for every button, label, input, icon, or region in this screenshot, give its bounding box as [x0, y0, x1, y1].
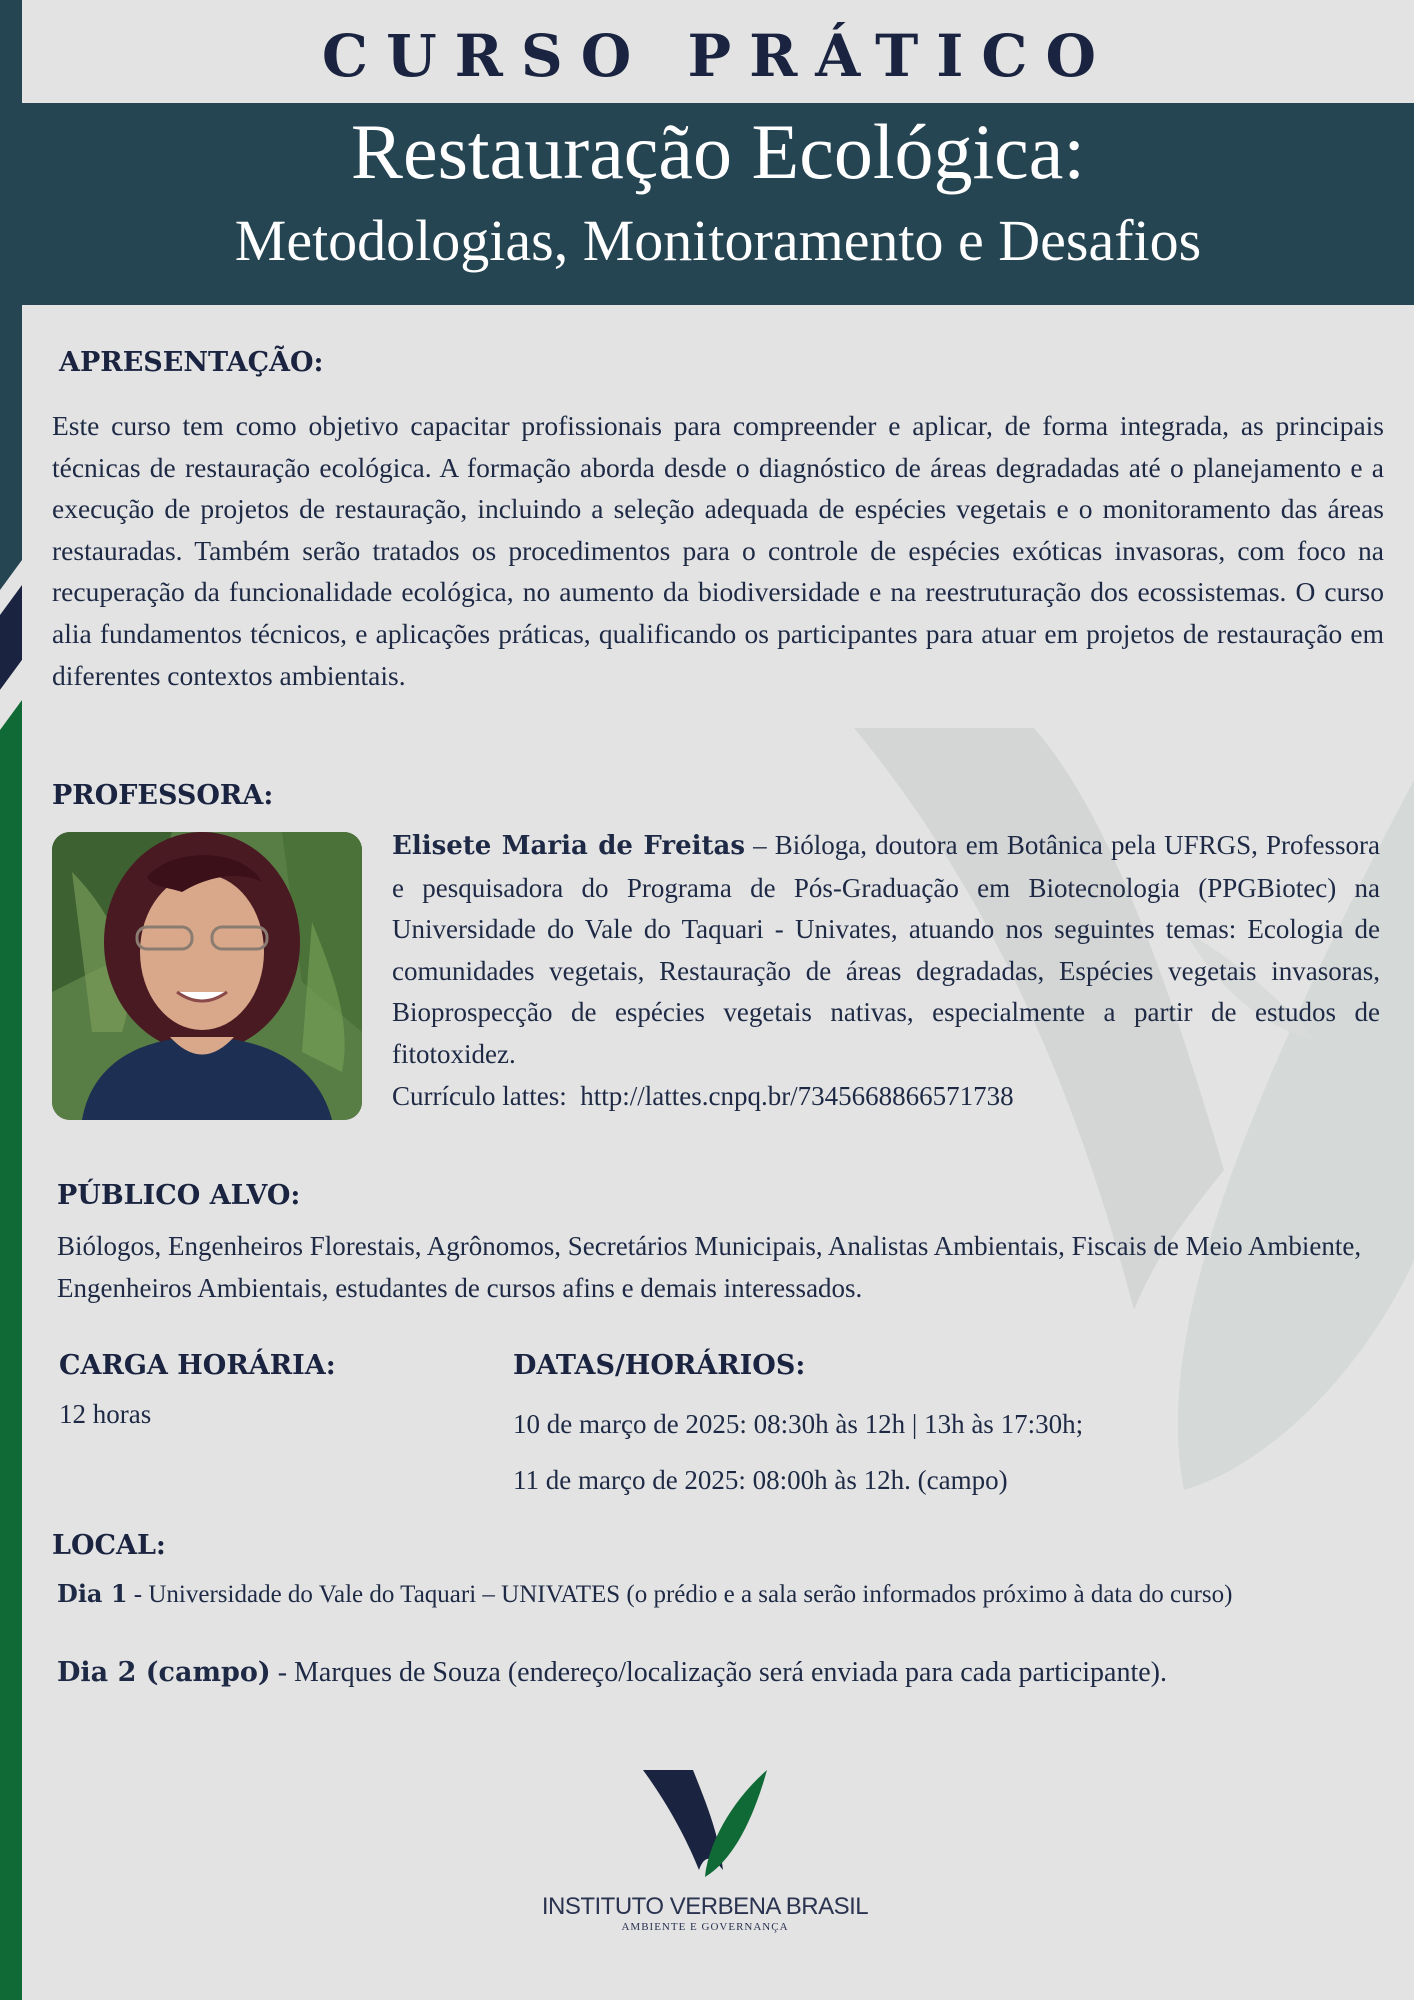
local-dia2-label: Dia 2 (campo) — [57, 1657, 271, 1688]
professora-bio-block — [392, 825, 1380, 1076]
datas-heading: DATAS/HORÁRIOS: — [513, 1350, 806, 1381]
datas-block — [513, 1396, 1083, 1508]
verbena-v-icon — [635, 1765, 775, 1885]
institute-logo — [540, 1765, 870, 1965]
datas-line-2: 11 de março de 2025: 08:00h às 12h. (campo) — [513, 1465, 1008, 1495]
side-bar-green — [0, 740, 22, 2000]
lattes-label: Currículo lattes: — [392, 1081, 567, 1111]
course-kicker: CURSO PRÁTICO — [321, 22, 1115, 90]
professora-name: Elisete Maria de Freitas — [392, 831, 746, 861]
professor-photo — [52, 832, 362, 1120]
local-heading: LOCAL: — [52, 1530, 166, 1561]
apresentacao-heading: APRESENTAÇÃO: — [59, 347, 324, 378]
datas-line-1: 10 de março de 2025: 08:30h às 12h | 13h às 17:30h; — [513, 1409, 1084, 1439]
local-dia1-text: - Universidade do Vale do Taquari – UNIVATES (o prédio e a sala serão informados próximo à data do curso) — [127, 1581, 1233, 1608]
local-dia2-text: - Marques de Souza (endereço/localização será enviada para cada participante). — [270, 1657, 1167, 1688]
course-title: Restauração Ecológica: — [350, 108, 1086, 195]
local-dia1-label: Dia 1 — [57, 1579, 128, 1608]
carga-value: 12 horas — [59, 1399, 152, 1429]
publico-heading: PÚBLICO ALVO: — [57, 1180, 301, 1211]
apresentacao-text: Este curso tem como objetivo capacitar profissionais para compreender e aplicar, de forma integrada, as principais técnicas de restauração ecológica. A formação aborda desde o diagnóstico de áreas degradadas até o planejamento e a execução de projetos de restauração, incluindo a seleção adequada de espécies vegetais e o monitoramento das áreas restauradas. Também serão tratados os procedimentos para o controle de espécies exóticas invasoras, com foco na recuperação da funcionalidade ecológica, no aumento da biodiversidade e na reestruturação dos ecossistemas. O curso alia fundamentos técnicos, e aplicações práticas, qualificando os participantes para atuar em projetos de restauração em diferentes contextos ambientais. — [52, 410, 1384, 691]
title-banner — [22, 103, 1414, 305]
logo-name: INSTITUTO VERBENA BRASIL — [541, 1893, 869, 1920]
publico-text: Biólogos, Engenheiros Florestais, Agrônomos, Secretários Municipais, Analistas Ambientais, Fiscais de Meio Ambiente, Engenheiros Ambientais, estudantes de cursos afins e demais interessados. — [57, 1231, 1362, 1303]
local-dia1 — [57, 1576, 1367, 1613]
carga-heading: CARGA HORÁRIA: — [59, 1350, 336, 1381]
course-subtitle: Metodologias, Monitoramento e Desafios — [234, 208, 1202, 273]
side-notches — [0, 560, 30, 760]
lattes-line — [392, 1076, 1380, 1118]
lattes-link[interactable]: http://lattes.cnpq.br/7345668866571738 — [580, 1081, 1014, 1111]
professora-bio: – Bióloga, doutora em Botânica pela UFRGS, Professora e pesquisadora do Programa de Pós-Graduação em Biotecnologia (PPGBiotec) na Universidade do Vale do Taquari - Univates, atuando nos seguintes temas: Ecologia de comunidades vegetais, Restauração de áreas degradadas, Espécies vegetais invasoras, Bioprospecção de espécies vegetais nativas, especialmente a partir de estudos de fitotoxidez. — [392, 830, 1381, 1069]
professora-heading: PROFESSORA: — [52, 780, 274, 811]
local-dia2 — [57, 1652, 1367, 1694]
logo-tagline: AMBIENTE E GOVERNANÇA — [621, 1921, 789, 1933]
side-bar-top — [0, 0, 22, 590]
